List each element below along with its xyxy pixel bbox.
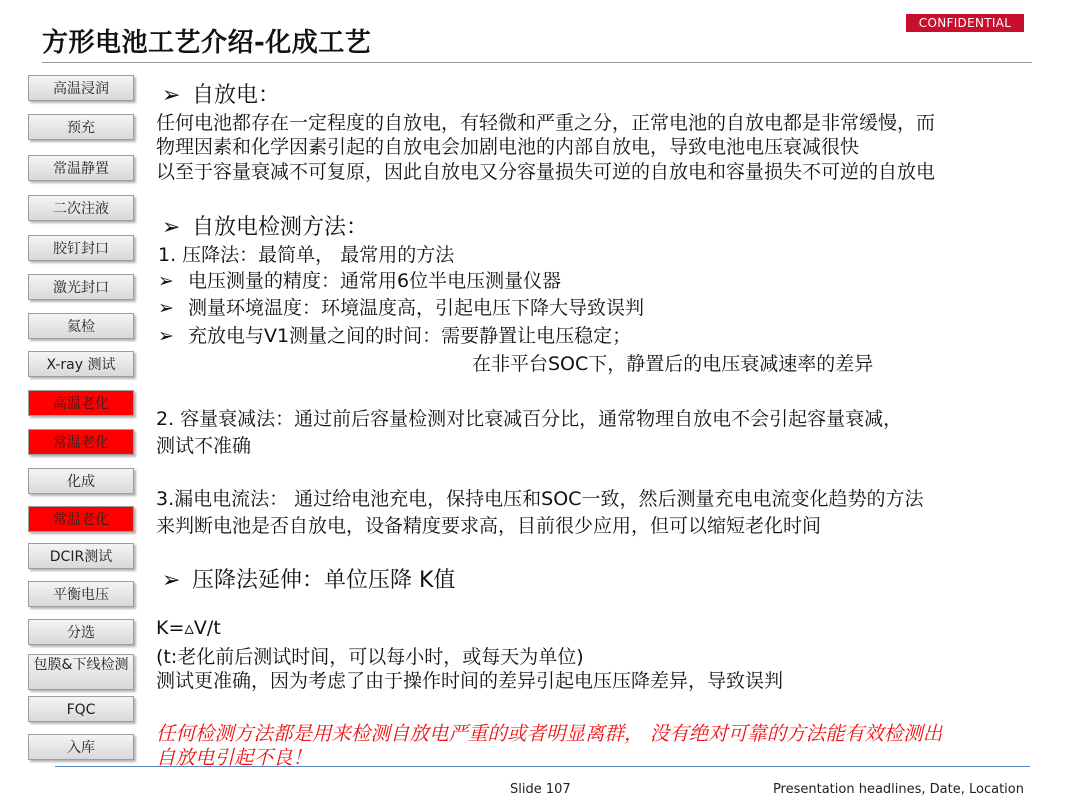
sub-bullet-continuation: 在非平台SOC下，静置后的电压衰减速率的差异 [472,353,874,375]
sub-bullet-text: 电压测量的精度：通常用6位半电压测量仪器 [188,270,562,292]
formula: K=▵V/t [156,617,221,639]
bullet-arrow-icon: ➢ [158,325,174,347]
footer-divider [55,766,1030,767]
bullet-arrow-icon: ➢ [162,83,181,108]
process-step-13[interactable]: DCIR测试 [28,543,134,569]
process-step-4[interactable]: 二次注液 [28,195,134,221]
paragraph-line: 以至于容量衰减不可复原，因此自放电又分容量损失可逆的自放电和容量损失不可逆的自放电 [156,161,936,183]
footer-info: Presentation headlines, Date, Location [772,782,1024,797]
process-step-8[interactable]: X-ray 测试 [28,351,134,377]
bullet-arrow-icon: ➢ [158,270,174,292]
process-step-9[interactable]: 高温老化 [28,390,134,416]
section-heading: 自放电： [192,83,281,108]
sub-bullet [158,321,631,348]
process-step-3[interactable]: 常温静置 [28,155,134,181]
sub-bullet [158,266,561,293]
process-step-11[interactable]: 化成 [28,468,134,494]
section-self-discharge [162,78,280,109]
warning-text-cont: 自放电引起不良！ [156,746,313,769]
method-item-3-cont: 来判断电池是否自放电，设备精度要求高，目前很少应用，但可以缩短老化时间 [156,515,822,537]
bullet-arrow-icon: ➢ [162,215,181,240]
method-item-3: 3.漏电电流法： 通过给电池充电，保持电压和SOC一致，然后测量充电电流变化趋势的方法 [156,488,924,510]
title-divider [42,62,1032,63]
method-item-1: 1. 压降法：最简单， 最常用的方法 [158,244,455,266]
formula-note: (t:老化前后测试时间，可以每小时，或每天为单位) [156,646,584,668]
page-title: 方形电池工艺介绍-化成工艺 [42,28,372,58]
confidential-badge: CONFIDENTIAL [906,14,1024,32]
method-item-2-cont: 测试不准确 [156,435,252,457]
process-step-14[interactable]: 平衡电压 [28,581,134,607]
process-step-2[interactable]: 预充 [28,114,134,140]
sub-bullet-text: 充放电与V1测量之间的时间：需要静置让电压稳定； [188,325,632,347]
warning-text: 任何检测方法都是用来检测自放电严重的或者明显离群， 没有绝对可靠的方法能有效检测出 [156,722,943,745]
sub-bullet [158,293,644,320]
section-detection-methods [162,210,368,241]
process-step-1[interactable]: 高温浸润 [28,75,134,101]
section-heading: 自放电检测方法： [192,215,369,240]
paragraph-line: 物理因素和化学因素引起的自放电会加剧电池的内部自放电，导致电池电压衰减很快 [156,136,860,158]
process-step-18[interactable]: 入库 [28,734,134,760]
process-step-10[interactable]: 常温老化 [28,429,134,455]
section-k-value [162,563,455,594]
process-step-7[interactable]: 氦检 [28,313,134,339]
process-step-6[interactable]: 激光封口 [28,274,134,300]
bullet-arrow-icon: ➢ [158,297,174,319]
method-item-2: 2. 容量衰减法：通过前后容量检测对比衰减百分比，通常物理自放电不会引起容量衰减， [156,408,903,430]
slide-number: Slide 107 [510,782,571,797]
paragraph-line: 任何电池都存在一定程度的自放电，有轻微和严重之分，正常电池的自放电都是非常缓慢，而 [156,112,936,134]
sub-bullet-text: 测量环境温度：环境温度高，引起电压下降大导致误判 [188,297,645,319]
formula-reason: 测试更准确，因为考虑了由于操作时间的差异引起电压压降差异，导致误判 [156,670,784,692]
bullet-arrow-icon: ➢ [162,568,181,593]
process-step-5[interactable]: 胶钉封口 [28,235,134,261]
process-step-16[interactable]: 包膜&下线检测 [28,654,134,690]
process-step-12[interactable]: 常温老化 [28,506,134,532]
process-step-17[interactable]: FQC [28,696,134,722]
process-step-15[interactable]: 分选 [28,619,134,645]
section-heading: 压降法延伸：单位压降 K值 [192,568,456,593]
